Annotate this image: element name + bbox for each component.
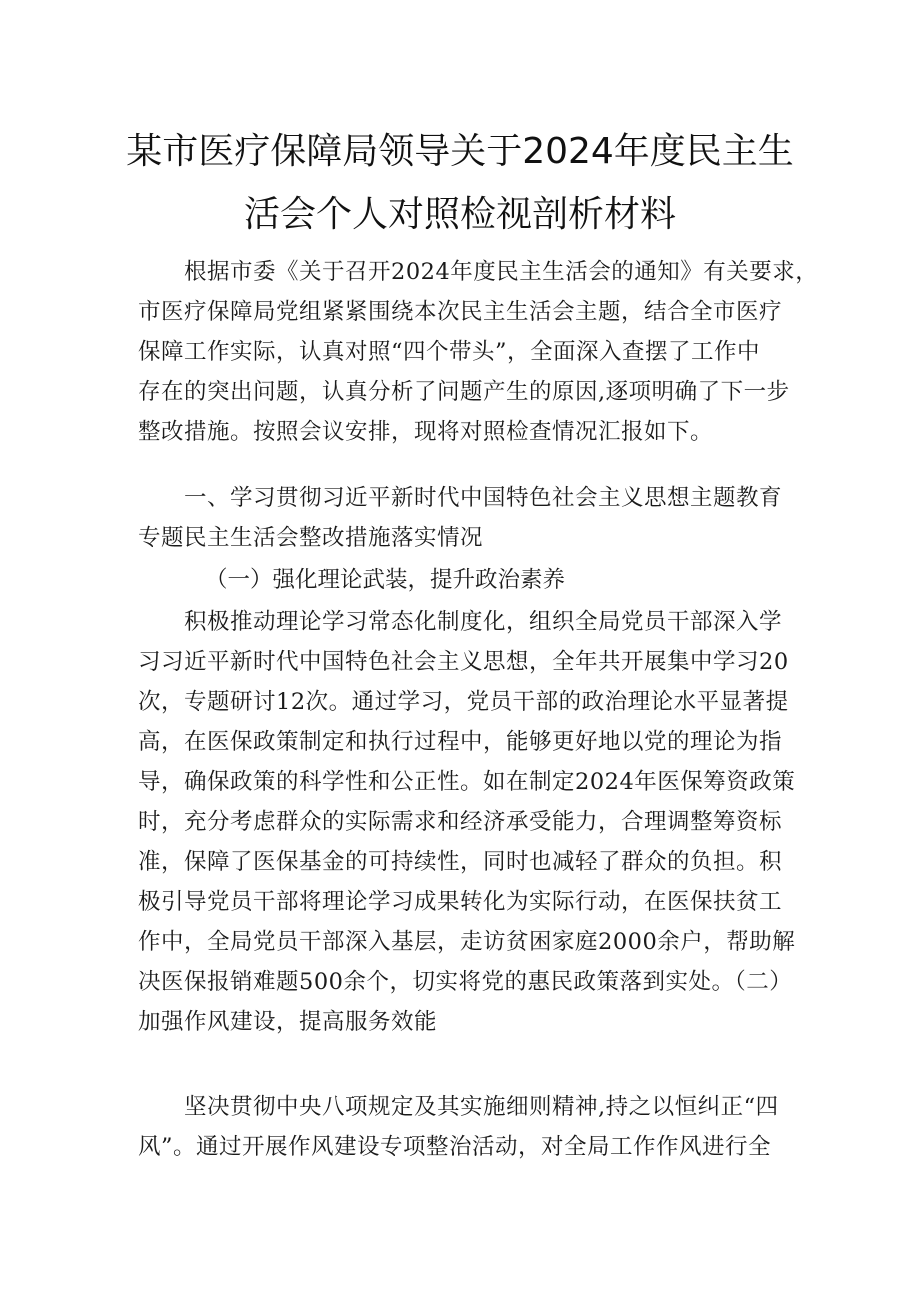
section-heading-1 [138,478,788,558]
text-line: 习习近平新时代中国特色社会主义思想，全年共开展集中学习20 [138,649,789,675]
text-line: 积极推动理论学习常态化制度化，组织全局党员干部深入学 [184,609,783,635]
paragraph-1 [138,602,796,1042]
text-line: 极引导党员干部将理论学习成果转化为实际行动，在医保扶贫工 [138,889,783,915]
text-line: 时，充分考虑群众的实际需求和经济承受能力，合理调整筹资标 [138,809,783,835]
paragraph-2 [138,1087,788,1167]
text-line: 加强作风建设，提高服务效能 [138,1009,438,1035]
text-line: 作中，全局党员干部深入基层，走访贫困家庭2000余户，帮助解 [138,929,796,955]
text-line: 准，保障了医保基金的可持续性，同时也减轻了群众的负担。积 [138,849,783,875]
text-line: 坚决贯彻中央八项规定及其实施细则精神,持之以恒纠正“四 [184,1094,779,1120]
text-line: 根据市委《关于召开2024年度民主生活会的通知》有关要求， [184,259,819,285]
text-line: 保障工作实际，认真对照“四个带头”，全面深入查摆了工作中 [138,339,761,365]
subsection-heading-1: （一）强化理论武装，提升政治素养 [205,567,566,593]
text-line: 决医保报销难题500余个，切实将党的惠民政策落到实处。（二） [138,969,793,995]
text-line: 风”。通过开展作风建设专项整治活动，对全局工作作风进行全 [138,1134,772,1160]
text-line: 整改措施。按照会议安排，现将对照检查情况汇报如下。 [138,419,714,445]
text-line: 市医疗保障局党组紧紧围绕本次民主生活会主题，结合全市医疗 [138,299,783,325]
text-line: 专题民主生活会整改措施落实情况 [138,525,484,551]
text-line: 次，专题研讨12次。通过学习，党员干部的政治理论水平显著提 [138,689,789,715]
text-line: 一、学习贯彻习近平新时代中国特色社会主义思想主题教育 [184,485,783,511]
text-line: 存在的突出问题，认真分析了问题产生的原因,逐项明确了下一步 [138,379,790,405]
intro-paragraph [138,252,819,452]
text-line: 导，确保政策的科学性和公正性。如在制定2024年医保筹资政策 [138,769,796,795]
document-title-line-1: 某市医疗保障局领导关于2024年度民主生 [126,131,794,172]
text-line: 高，在医保政策制定和执行过程中，能够更好地以党的理论为指 [138,729,783,755]
document-title-line-2: 活会个人对照检视剖析材料 [243,194,676,235]
